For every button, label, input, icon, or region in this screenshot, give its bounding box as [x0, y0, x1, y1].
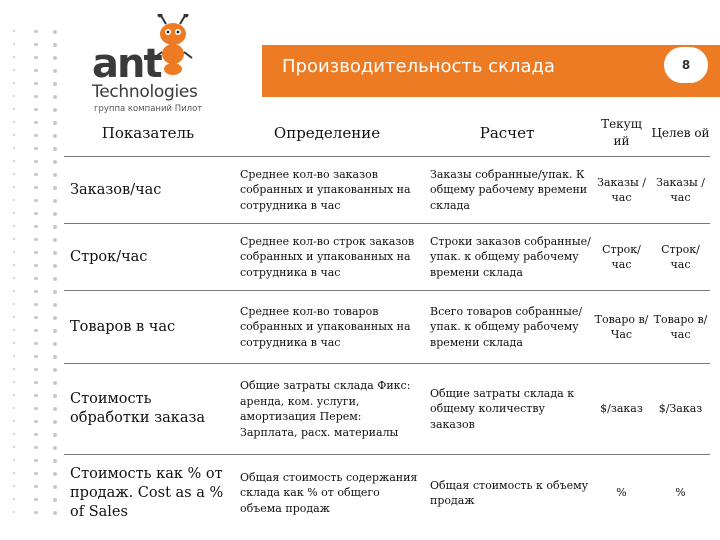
decorative-dot — [34, 290, 37, 293]
logo-word: ant — [92, 41, 161, 87]
decorative-dot — [13, 303, 15, 305]
decorative-dot — [34, 121, 37, 124]
decorative-dot — [34, 381, 37, 384]
row-indicator: Строк/час — [70, 248, 148, 265]
header-calculation: Расчет — [479, 124, 535, 142]
decorative-dot — [13, 82, 15, 84]
decorative-dot — [34, 251, 37, 254]
decorative-dot — [34, 498, 37, 501]
decorative-dot — [34, 225, 37, 228]
decorative-dot — [13, 446, 15, 448]
header-target: Целев ой — [651, 125, 710, 140]
decorative-dot — [53, 290, 57, 294]
decorative-dot — [13, 381, 15, 383]
decorative-dot — [34, 30, 37, 33]
decorative-dot — [34, 69, 37, 72]
decorative-dot — [34, 238, 37, 241]
row-definition: Среднее кол-во заказов собранных и упакованных на сотрудника в час — [240, 167, 411, 212]
row-calculation: Общая стоимость к объему продаж — [430, 478, 589, 507]
decorative-dot — [13, 251, 15, 253]
decorative-dot — [13, 485, 15, 487]
decorative-dot — [53, 225, 57, 229]
decorative-dot — [53, 355, 57, 359]
decorative-dot — [34, 147, 37, 150]
decorative-dot — [53, 147, 57, 151]
table-row — [64, 156, 710, 223]
decorative-dot — [13, 420, 15, 422]
company-logo — [92, 14, 203, 114]
metrics-table — [64, 110, 710, 531]
logo-technologies: Technologies — [92, 82, 198, 102]
decorative-dot — [53, 173, 57, 177]
decorative-dot — [53, 251, 57, 255]
decorative-dot — [34, 173, 37, 176]
decorative-dot — [13, 498, 15, 500]
table-row — [64, 223, 710, 290]
decorative-dot — [34, 472, 37, 475]
decorative-dot — [34, 56, 37, 59]
row-current: Строк/ час — [602, 242, 641, 271]
decorative-dot — [13, 30, 15, 32]
header-indicator: Показатель — [101, 124, 195, 142]
decorative-dot — [34, 212, 37, 215]
decorative-dot — [53, 433, 57, 437]
page-number-badge: 8 — [662, 45, 710, 85]
decorative-dot — [34, 199, 37, 202]
row-indicator: Товаров в час — [70, 318, 176, 335]
decorative-dot — [53, 485, 57, 489]
row-current: Заказы /час — [597, 175, 646, 204]
decorative-dot — [53, 134, 57, 138]
decorative-dot — [13, 355, 15, 357]
decorative-dot — [53, 212, 57, 216]
decorative-dot — [53, 498, 57, 502]
row-calculation: Строки заказов собранные/упак. к общему рабочему времени склада — [430, 234, 591, 279]
decorative-dot — [34, 303, 37, 306]
decorative-dot — [13, 472, 15, 474]
decorative-dot — [13, 199, 15, 201]
decorative-dot — [34, 420, 37, 423]
decorative-dot — [53, 69, 57, 73]
row-target: $/Заказ — [658, 402, 703, 416]
decorative-dot — [34, 342, 37, 345]
decorative-dot — [53, 82, 57, 86]
row-target: % — [675, 486, 686, 500]
decorative-dot — [13, 69, 15, 71]
decorative-dot — [13, 459, 15, 461]
row-indicator: Заказов/час — [70, 181, 162, 198]
decorative-dot — [13, 407, 15, 409]
decorative-dot — [13, 212, 15, 214]
decorative-dot — [53, 264, 57, 268]
decorative-dot — [34, 459, 37, 462]
row-indicator: Стоимость обработки заказа — [70, 391, 206, 426]
row-calculation: Общие затраты склада к общему количеству заказов — [430, 386, 575, 431]
table-row — [64, 290, 710, 363]
row-target: Товаро в/час — [653, 312, 708, 341]
decorative-dot — [53, 329, 57, 333]
decorative-dot — [13, 394, 15, 396]
decorative-dot — [13, 342, 15, 344]
decorative-dot — [13, 56, 15, 58]
decorative-dot — [34, 277, 37, 280]
row-current: % — [616, 486, 627, 500]
decorative-dot — [34, 485, 37, 488]
decorative-dot — [53, 199, 57, 203]
page-title: Производительность склада — [282, 56, 555, 77]
decorative-dot — [53, 43, 57, 47]
decorative-dot — [13, 290, 15, 292]
row-calculation: Заказы собранные/упак. К общему рабочему времени склада — [430, 167, 588, 212]
decorative-dot — [34, 446, 37, 449]
row-definition: Общая стоимость содержания склада как % от общего объема продаж — [240, 470, 418, 515]
decorative-dot — [53, 56, 57, 60]
table-row — [64, 363, 710, 454]
decorative-dot — [53, 472, 57, 476]
decorative-dot — [34, 355, 37, 358]
row-current: $/заказ — [600, 402, 643, 416]
decorative-dot — [13, 511, 15, 513]
row-definition: Среднее кол-во строк заказов собранных и упакованных на сотрудника в час — [240, 234, 415, 279]
decorative-dot — [34, 394, 37, 397]
decorative-dot — [13, 147, 15, 149]
decorative-dot — [53, 121, 57, 125]
decorative-dot — [53, 381, 57, 385]
decorative-dot — [53, 95, 57, 99]
decorative-dot — [13, 433, 15, 435]
decorative-dot — [34, 368, 37, 371]
decorative-dot — [13, 108, 15, 110]
decorative-dot — [34, 407, 37, 410]
decorative-dot — [53, 303, 57, 307]
decorative-dot — [34, 95, 37, 98]
row-calculation: Всего товаров собранные/упак. к общему рабочему времени склада — [430, 304, 583, 349]
decorative-dot — [34, 433, 37, 436]
decorative-dot — [13, 43, 15, 45]
decorative-dot — [34, 134, 37, 137]
row-current: Товаро в/Час — [594, 312, 649, 341]
decorative-dot — [53, 511, 57, 515]
decorative-dot — [53, 238, 57, 242]
decorative-dot — [53, 459, 57, 463]
decorative-dot — [53, 394, 57, 398]
table-row — [64, 454, 710, 531]
decorative-dot — [13, 173, 15, 175]
decorative-dot — [13, 121, 15, 123]
decorative-dot — [53, 368, 57, 372]
decorative-dot — [53, 420, 57, 424]
decorative-dot — [13, 134, 15, 136]
decorative-dot — [34, 108, 37, 111]
decorative-dot — [34, 511, 37, 514]
decorative-dot — [34, 186, 37, 189]
decorative-dot — [53, 277, 57, 281]
decorative-dot — [13, 238, 15, 240]
decorative-dot — [34, 43, 37, 46]
row-definition: Общие затраты склада Фикс: аренда, ком. услуги, амортизация Перем: Зарплата, расх. материалы — [240, 379, 411, 439]
decorative-dot — [53, 316, 57, 320]
decorative-dot — [13, 316, 15, 318]
decorative-dot — [34, 264, 37, 267]
decorative-dot — [34, 160, 37, 163]
decorative-dot — [13, 277, 15, 279]
decorative-dot — [53, 30, 57, 34]
row-indicator: Стоимость как % от продаж. Cost as a % of Sales — [70, 465, 224, 520]
decorative-dot — [13, 225, 15, 227]
decorative-dot — [53, 160, 57, 164]
decorative-dot — [53, 407, 57, 411]
decorative-dot — [53, 108, 57, 112]
decorative-dot — [34, 329, 37, 332]
header-definition: Определение — [273, 124, 381, 142]
row-definition: Среднее кол-во товаров собранных и упакованных на сотрудника в час — [240, 304, 411, 349]
decorative-dot — [13, 160, 15, 162]
decorative-dot — [53, 342, 57, 346]
row-target: Строк/ час — [661, 242, 700, 271]
dotted-decoration — [0, 0, 70, 540]
decorative-dot — [13, 95, 15, 97]
decorative-dot — [13, 368, 15, 370]
header-current: Текущ ий — [601, 117, 642, 148]
decorative-dot — [53, 446, 57, 450]
row-target: Заказы /час — [656, 175, 705, 204]
decorative-dot — [13, 329, 15, 331]
decorative-dot — [53, 186, 57, 190]
decorative-dot — [13, 186, 15, 188]
logo-subtitle: группа компаний Пилот — [94, 104, 203, 114]
decorative-dot — [34, 316, 37, 319]
decorative-dot — [34, 82, 37, 85]
table-header-row — [64, 110, 710, 156]
decorative-dot — [13, 264, 15, 266]
